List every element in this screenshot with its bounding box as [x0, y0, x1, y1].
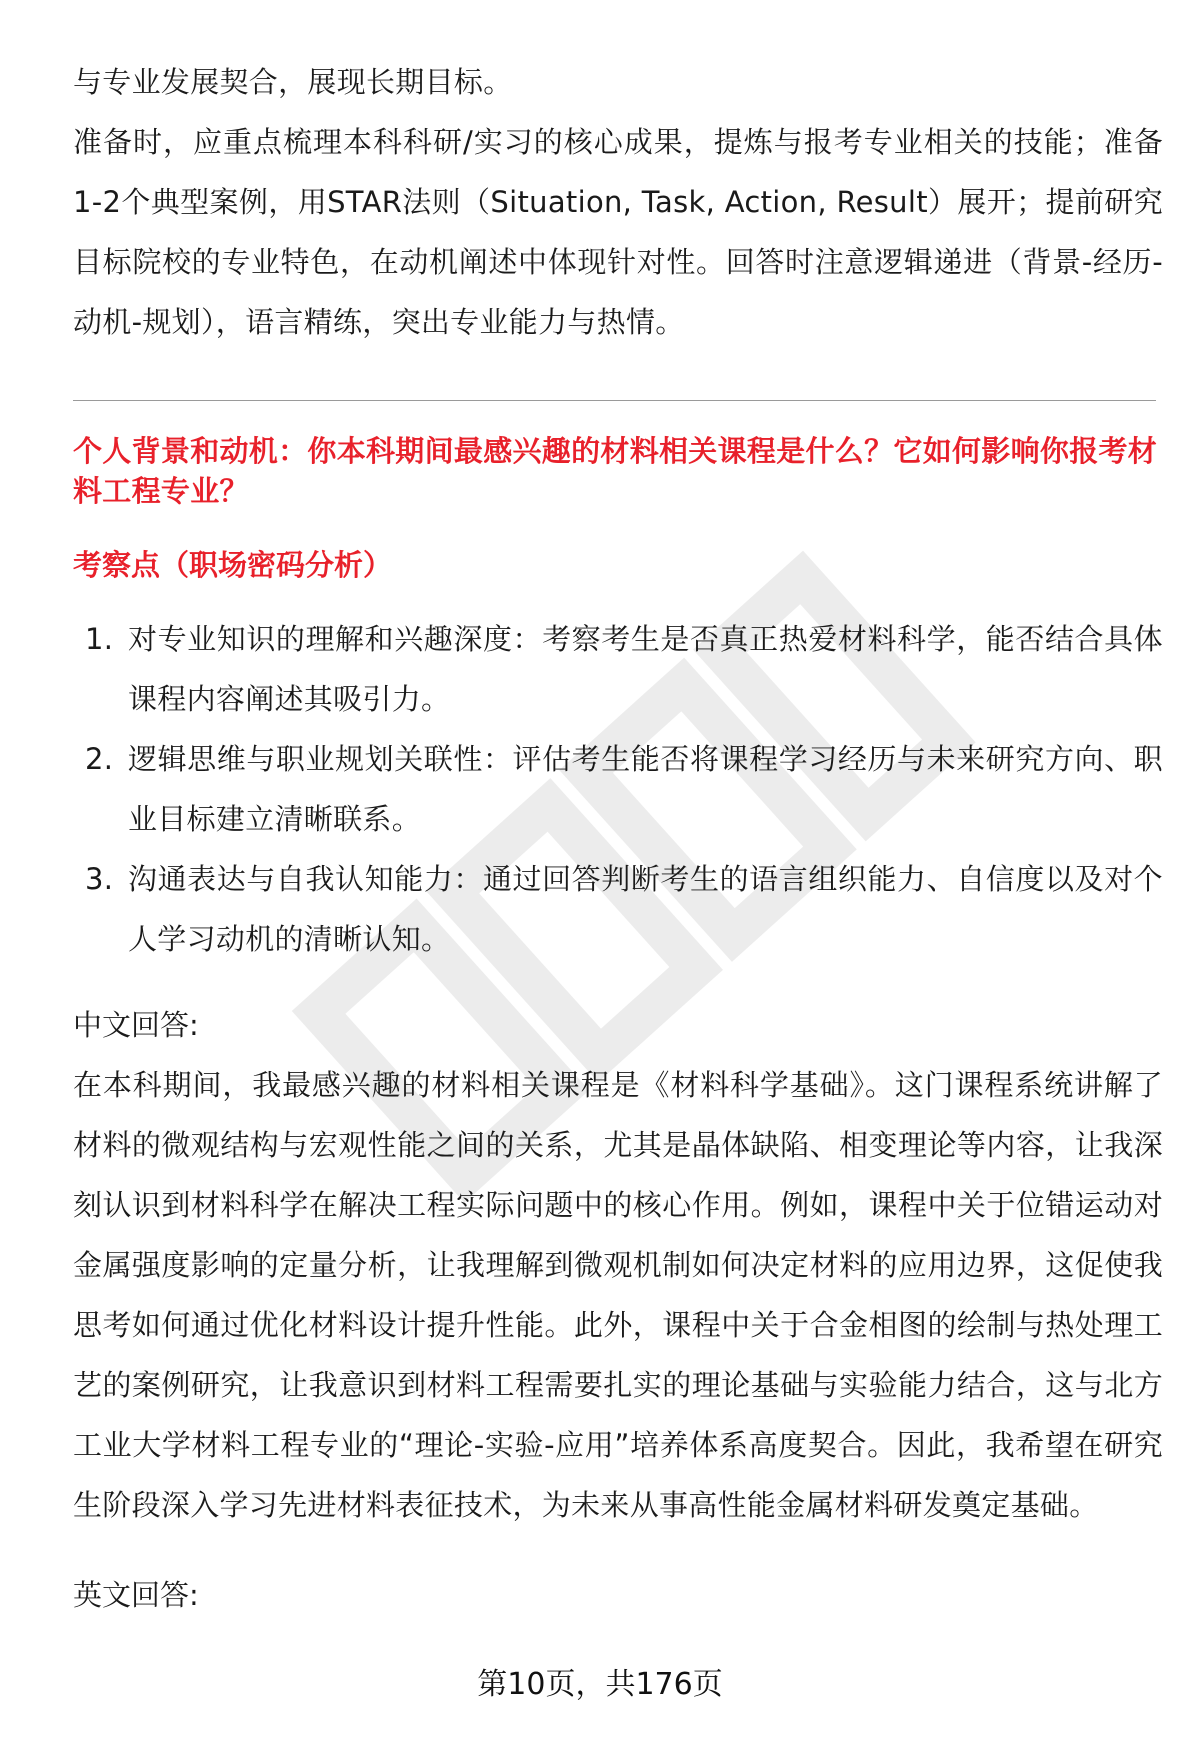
list-item: [73, 609, 1163, 729]
intro-paragraph: 准备时，应重点梳理本科科研/实习的核心成果，提炼与报考专业相关的技能；准备1-2个典型案例，用STAR法则（Situation, Task, Action, Result）展开；提前研究目标院校的专业特色，在动机阐述中体现针对性。回答时注意逻辑递进（背景-经历-动机-规划），语言精练，突出专业能力与热情。: [73, 125, 1163, 339]
list-item-number: 2.: [85, 742, 114, 776]
english-answer-label: 英文回答:: [73, 1578, 199, 1612]
question-title: 个人背景和动机：你本科期间最感兴趣的材料相关课程是什么？它如何影响你报考材料工程专业？: [73, 434, 1158, 508]
chinese-answer-label: 中文回答:: [73, 1008, 199, 1042]
assessment-list: [73, 609, 1163, 969]
list-item-number: 1.: [85, 622, 114, 656]
document-page: [73, 52, 1163, 1625]
list-item-text: 沟通表达与自我认知能力：通过回答判断考生的语言组织能力、自信度以及对个人学习动机的清晰认知。: [128, 862, 1163, 956]
list-item-number: 3.: [85, 862, 114, 896]
intro-line: 与专业发展契合，展现长期目标。: [73, 65, 513, 99]
list-item: [73, 849, 1163, 969]
chinese-answer-text: 在本科期间，我最感兴趣的材料相关课程是《材料科学基础》。这门课程系统讲解了材料的微观结构与宏观性能之间的关系，尤其是晶体缺陷、相变理论等内容，让我深刻认识到材料科学在解决工程实际问题中的核心作用。例如，课程中关于位错运动对金属强度影响的定量分析，让我理解到微观机制如何决定材料的应用边界，这促使我思考如何通过优化材料设计提升性能。此外，课程中关于合金相图的绘制与热处理工艺的案例研究，让我意识到材料工程需要扎实的理论基础与实验能力结合，这与北方工业大学材料工程专业的“理论-实验-应用”培养体系高度契合。因此，我希望在研究生阶段深入学习先进材料表征技术，为未来从事高性能金属材料研发奠定基础。: [73, 1068, 1163, 1522]
list-item-text: 对专业知识的理解和兴趣深度：考察考生是否真正热爱材料科学，能否结合具体课程内容阐述其吸引力。: [128, 622, 1163, 716]
page-number: 第10页，共176页: [477, 1667, 723, 1702]
assessment-heading: 考察点（职场密码分析）: [73, 548, 393, 582]
list-item: [73, 729, 1163, 849]
list-item-text: 逻辑思维与职业规划关联性：评估考生能否将课程学习经历与未来研究方向、职业目标建立清晰联系。: [128, 742, 1163, 836]
section-divider: [73, 400, 1156, 401]
